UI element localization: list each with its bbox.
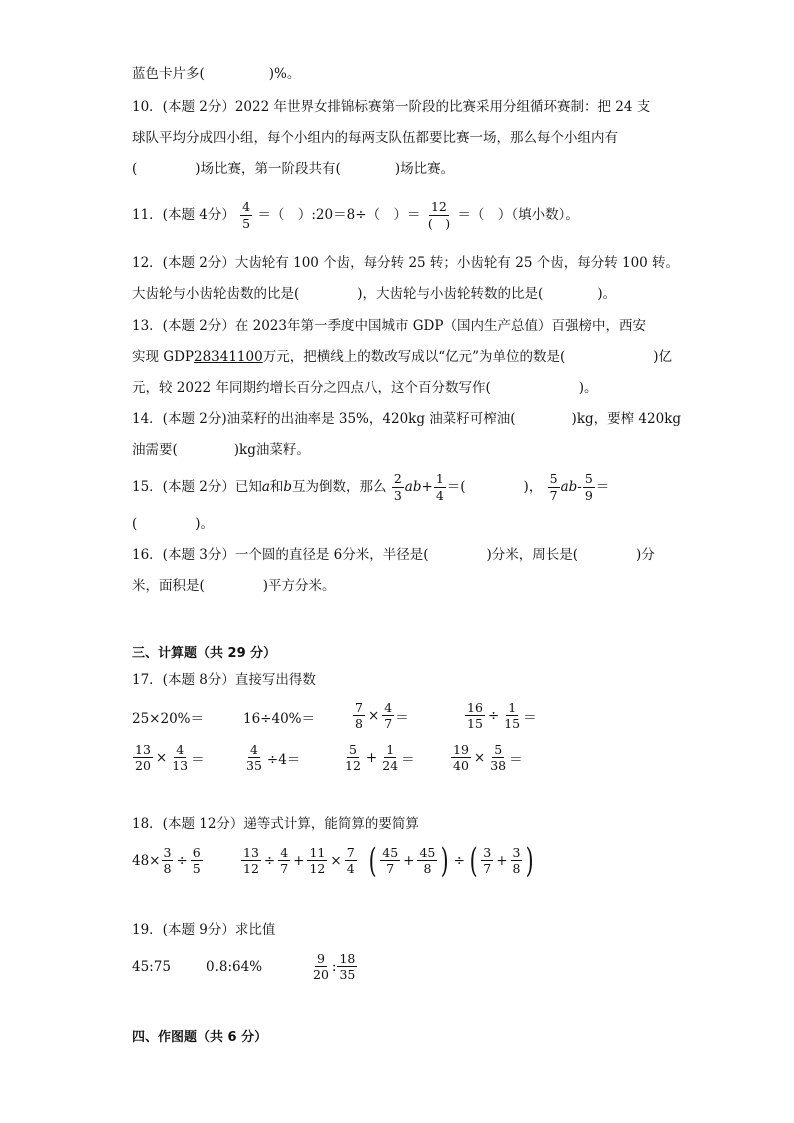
denominator: 13 — [172, 758, 189, 773]
fraction — [392, 473, 404, 502]
q12-line1: 12．(本题 2分）大齿轮有 100 个齿，每分转 25 转；小齿轮有 25 个齿，每分转 100 转。 — [132, 255, 680, 271]
q13-text-c: )亿 — [653, 349, 673, 365]
fraction — [278, 844, 290, 876]
denominator: 35 — [339, 967, 356, 982]
fraction — [343, 741, 363, 773]
q13-text-d: 元，较 2022 年同期约增长百分之四点八，这个百分数写作( — [132, 380, 491, 396]
numerator: 16 — [467, 699, 483, 715]
denominator: 4 — [346, 861, 355, 876]
close-paren: )， — [523, 479, 543, 495]
q15-mid: 互为倒数，那么 — [292, 479, 387, 495]
operator: ÷ — [263, 853, 276, 869]
equals-sign: ＝ — [401, 752, 415, 768]
section-title: 三、计算题（共 29 分） — [132, 646, 277, 661]
q13-line3 — [132, 378, 598, 398]
q11-line — [132, 198, 579, 232]
q19-title: 19．(本题 9分）求比值 — [132, 922, 276, 938]
calc-item — [243, 740, 302, 776]
q10-line1: 10．(本题 2分）2022 年世界女排锦标赛第一阶段的比赛采用分组循环赛制：把 24 支 — [132, 99, 651, 115]
fraction — [434, 473, 446, 502]
fraction — [307, 844, 327, 876]
q13-line2 — [132, 347, 672, 367]
calc-item — [464, 698, 537, 734]
denominator: 12 — [345, 758, 361, 773]
fraction — [170, 741, 190, 773]
q10-text-a: ( — [132, 161, 138, 177]
calc-expression — [366, 840, 537, 882]
close-paren: )。 — [195, 516, 215, 532]
numerator: 1 — [508, 699, 517, 715]
numerator: 12 — [430, 199, 447, 214]
equals-sign: ＝ — [191, 752, 205, 768]
ratio-colon: : — [331, 959, 337, 975]
numerator: 19 — [453, 741, 469, 757]
section-title: 四、作图题（共 6 分） — [132, 1030, 268, 1045]
q14-text-c: 油需要( — [132, 442, 178, 458]
fraction — [417, 844, 437, 876]
operator: + — [365, 750, 378, 766]
q15-and: 和 — [269, 479, 284, 495]
numerator: 2 — [393, 471, 402, 486]
numerator: 5 — [584, 471, 593, 486]
open-paren: ( — [469, 841, 478, 881]
q16-text-a: 16．(本题 3分）一个圆的直径是 6分米，半径是( — [132, 547, 429, 563]
denominator: 8 — [163, 861, 172, 876]
fraction — [488, 741, 508, 773]
fraction — [162, 844, 174, 876]
equals-sign: ＝ — [595, 479, 610, 495]
denominator: 35 — [246, 758, 262, 773]
equals-sign: ＝ — [509, 752, 523, 768]
calc-item — [132, 740, 205, 776]
calc-item — [450, 740, 523, 776]
operator: + — [403, 853, 415, 869]
denominator: 15 — [504, 716, 521, 731]
denominator: 7 — [386, 861, 395, 876]
fraction — [511, 844, 523, 876]
fraction — [191, 844, 203, 876]
fraction — [465, 699, 485, 731]
operator: × — [155, 750, 168, 766]
q10-text-c: )场比赛。 — [394, 161, 455, 177]
denominator: 5 — [192, 861, 201, 876]
fraction — [481, 844, 493, 876]
product-ab: ab — [560, 479, 578, 495]
q15-line1 — [132, 470, 609, 504]
operator: + — [293, 853, 305, 869]
operator: ÷ — [176, 853, 188, 869]
q11-prefix: 11．(本题 4分） — [132, 207, 235, 223]
numerator: 45 — [419, 844, 436, 860]
numerator: 4 — [242, 199, 251, 214]
fraction — [244, 741, 264, 773]
denominator: 15 — [467, 716, 483, 731]
expression-lead: 48× — [132, 853, 161, 869]
q12-text-a: 大齿轮与小齿轮齿数的比是( — [132, 286, 300, 302]
q16-text-d: 米，面积是( — [132, 578, 205, 594]
q13-text-e: )。 — [578, 380, 598, 396]
q14-line1 — [132, 409, 681, 429]
denominator: 7 — [483, 861, 492, 876]
numerator: 3 — [483, 844, 492, 860]
operator: ÷ — [453, 853, 465, 869]
fraction — [353, 699, 365, 731]
denominator: 8 — [423, 861, 432, 876]
q15-prefix: 15．(本题 2分）已知 — [132, 479, 262, 495]
ratio-item — [310, 948, 358, 986]
denominator: 20 — [313, 967, 329, 982]
fraction — [345, 844, 357, 876]
open-paren: ( — [368, 841, 377, 881]
expression: 16÷40%＝ — [243, 711, 315, 727]
numerator: 7 — [346, 844, 355, 860]
denominator: 7 — [384, 716, 393, 731]
minus-sign: - — [577, 479, 582, 495]
fraction — [240, 201, 252, 230]
numerator: 3 — [163, 844, 172, 860]
q9-tail — [132, 64, 300, 84]
q18-title: 18．(本题 12分）递等式计算，能简算的要简算 — [132, 816, 419, 832]
numerator: 18 — [339, 950, 356, 966]
calc-expression — [132, 842, 204, 880]
q12-line2 — [132, 284, 616, 304]
q10-text-b: )场比赛，第一阶段共有( — [195, 161, 341, 177]
numerator: 1 — [386, 741, 395, 757]
fraction — [133, 741, 153, 773]
fraction — [502, 699, 522, 731]
numerator: 4 — [384, 699, 393, 715]
q13-text-a: 实现 GDP — [132, 349, 194, 365]
numerator: 4 — [176, 741, 185, 757]
equals-sign: ＝ — [523, 710, 537, 726]
fraction — [451, 741, 471, 773]
denominator: 9 — [584, 487, 593, 503]
calc-item — [132, 702, 204, 732]
close-paren: ) — [441, 841, 450, 881]
denominator: 20 — [135, 758, 151, 773]
product-ab: ab — [404, 479, 422, 495]
numerator: 3 — [512, 844, 521, 860]
q12-text-b: )，大齿轮与小齿轮转数的比是( — [357, 286, 544, 302]
calc-expression — [240, 842, 358, 880]
q11-mid: ＝（ ）:20＝8÷（ ）＝ — [257, 207, 421, 223]
numerator: 13 — [243, 844, 259, 860]
denominator: 7 — [280, 861, 289, 876]
operator: × — [330, 853, 342, 869]
q16-text-e: )平方分米。 — [262, 578, 336, 594]
operator: × — [473, 750, 486, 766]
numerator: 13 — [135, 741, 151, 757]
numerator: 11 — [309, 844, 326, 860]
q14-text-d: )kg油菜籽。 — [233, 442, 310, 458]
q10-line3 — [132, 159, 454, 179]
open-paren: ( — [132, 516, 138, 532]
q12-text-c: )。 — [597, 286, 617, 302]
q9-text-b: )%。 — [268, 66, 301, 82]
variable-a: a — [261, 479, 270, 495]
denominator: 7 — [549, 487, 558, 503]
operator: × — [367, 708, 380, 724]
numerator: 5 — [549, 471, 558, 486]
underlined-number: 28341100 — [193, 349, 263, 365]
denominator: 8 — [355, 716, 363, 731]
calc-item — [352, 698, 409, 734]
q17-title: 17．(本题 8分）直接写出得数 — [132, 672, 316, 688]
numerator: 7 — [355, 699, 363, 715]
numerator: 4 — [249, 741, 258, 757]
q14-text-b: )kg，要榨 420kg — [571, 411, 682, 427]
fraction — [337, 950, 357, 982]
fraction — [583, 473, 595, 502]
equals-open: ＝( — [446, 479, 466, 495]
numerator: 5 — [494, 741, 503, 757]
q15-line2 — [132, 514, 214, 534]
denominator: 5 — [242, 215, 251, 231]
fraction — [548, 473, 560, 502]
numerator: 45 — [382, 844, 399, 860]
denominator: 24 — [382, 758, 399, 773]
fraction — [382, 699, 394, 731]
denominator[interactable]: ( ) — [427, 215, 451, 231]
equals-sign: ＝ — [395, 710, 409, 726]
numerator: 6 — [192, 844, 201, 860]
fraction — [380, 741, 400, 773]
denominator: 12 — [243, 861, 259, 876]
q14-text-a: 14．(本题 2分)油菜籽的出油率是 35%，420kg 油菜籽可榨油( — [132, 411, 516, 427]
numerator: 1 — [435, 471, 444, 486]
q16-text-c: )分 — [636, 547, 655, 563]
ratio-item — [132, 954, 171, 980]
q11-suffix: ＝（ ）（填小数）。 — [457, 207, 579, 223]
denominator: 4 — [435, 487, 444, 503]
numerator: 5 — [348, 741, 357, 757]
fraction — [380, 844, 400, 876]
ratio-expression: 0.8:64% — [206, 959, 263, 975]
q16-text-b: )分米，周长是( — [486, 547, 579, 563]
ratio-item — [206, 954, 262, 980]
expression: 25×20%＝ — [132, 711, 204, 727]
ratio-expression: 45:75 — [132, 959, 171, 975]
denominator: 3 — [393, 487, 402, 503]
q16-line2 — [132, 576, 336, 596]
q14-line2 — [132, 440, 310, 460]
calc-item — [342, 740, 415, 776]
variable-b: b — [283, 479, 293, 495]
numerator: 9 — [316, 950, 325, 966]
close-paren: ) — [526, 841, 535, 881]
operator: ÷4＝ — [266, 752, 301, 768]
denominator: 8 — [512, 861, 521, 876]
calc-item — [243, 702, 315, 732]
denominator: 12 — [309, 861, 326, 876]
fraction — [241, 844, 261, 876]
q13-text-b: 万元，把横线上的数改写成以“亿元”为单位的数是( — [262, 349, 566, 365]
operator: + — [496, 853, 508, 869]
plus-sign: + — [421, 479, 433, 495]
numerator: 4 — [280, 844, 289, 860]
fraction — [426, 201, 452, 230]
fraction — [311, 950, 331, 982]
denominator: 40 — [453, 758, 469, 773]
q16-line1 — [132, 545, 655, 565]
operator: ÷ — [487, 708, 500, 724]
q9-text-a: 蓝色卡片多( — [132, 66, 205, 82]
q13-line1: 13．(本题 2分）在 2023年第一季度中国城市 GDP（国内生产总值）百强榜中，西安 — [132, 318, 646, 334]
q10-line2: 球队平均分成四小组，每个小组内的每两支队伍都要比赛一场，那么每个小组内有 — [132, 130, 618, 146]
denominator: 38 — [490, 758, 507, 773]
